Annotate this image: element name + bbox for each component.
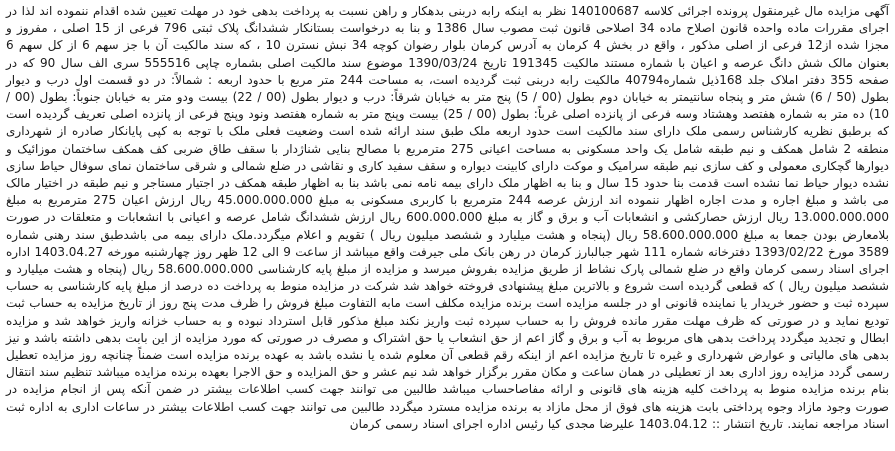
notice-body-text: آگهی مزایده مال غیرمنقول پرونده اجرائی کلاسه 140100687 نظر به اینکه رابه دربنی بدهکار و راهن نسبت به پرداخت بدهی خود در مهلت تعیین شده اقدام ننموده اند لذا در اجرای مقررات ماده واحده قانون اصلاح ماده 34 اصلاحی قانون ثبت مصوب سال 1386 و بنا به درخواست بستانکار ششدانگ پلاک ثبتی 796 فرعی از 15 اصلی ، مفروز و مجزا شده از12 فرعی از اصلی مذکور ، واقع در بخش 4 کرمان به آدرس کرمان بلوار رضوان کوچه 34 نبش نسترن 10 ، که سند مالکیت آن با جز سهم 6 از کل سهم 6 بعنوان مالک شش دانگ عرصه و اعیان با شماره مستند مالکیت 191345 تاریخ 1390/03/24 موضوع سند مالکیت اصلی بشماره چاپی 555516 سری الف سال 90 که در صفحه 355 دفتر املاک جلد 168ذیل شماره40794 مالکیت رابه دربنی ثبت گردیده است، به مساحت 244 متر مربع با حدود اربعه : شمالاً: در دو قسمت اول درب و دیوار بطول (50 / 6) شش متر و پنجاه سانتیمتر به خیابان دوم بطول (00 / 5) پنج متر به خیابان شرقاً: درب و دیوار بطول (00 / 22) بیست ودو متر به خیابان جنوباً: بطول (00 / 10) ده متر به شماره هفتصد وهشتاد وسه فرعی از پانزده اصلی غرباً: بطول (00 / 25) بیست وپنج متر به شماره هفتصد ونود وپنج فرعی از پانزده اصلی تعریف گردیده است که برطبق نظریه کارشناس رسمی ملک دارای سند مالکیت است حدود اربعه ملک طبق سند ارائه شده است وضعیت فعلی ملک با توجه به کپی پایانکار صادره از شهرداری منطقه 2 شامل همکف و نیم طبقه شامل یک واحد مسکونی به مساحت اعیانی 275 مترمربع با مصالح بنایی شناژدار با سقف طاق ضربی کف همکف ساختمان موزائیک و دیوارها گچکاری معمولی و کف سازی نیم طبقه سرامیک و موکت دارای کابینت دیواره و سقف سفید کاری و نقاشی در ضلع شمالی و شرقی ساختمان نمای سوفال حیاط سازی نشده دیوار حیاط نما نشده است قدمت بنا حدود 15 سال و بنا به اظهار ملک دارای بیمه نامه نمی باشد بنا به اظهار طبقه همکف در اجتیار مستاجر و نیم طبقه در اختیار مالک می باشد و مبلغ اجاره و مدت اجاره اظهار ننموده اند ارزش عرصه 244 مترمربع با کاربری مسکونی به مبلغ 45.000.000.000 ریال ارزش اعیان 275 مترمربع به مبلغ 13.000.000.000 ریال ارزش حصارکشی و انشعابات آب و برق و گاز به مبلغ 600.000.000 ریال ارزش ششدانگ شامل عرصه و اعیانی با انشعابات و متعلقات در صورت بلامعارض بودن جمعا به مبلغ 58.600.000.000 ریال (پنجاه و هشت میلیارد و ششصد میلیون ریال ) تقویم و اعلام میگردد.ملک دارای بیمه می باشدطبق سند رهنی شماره 3589 مورخ 1393/02/22 دفترخانه شماره 111 شهر جبالبارز کرمان در رهن بانک ملی جیرفت واقع میباشد از ساعت 9 الی 12 ظهر روز چهارشنبه مورخه 1403.04.27 اداره اجرای اسناد رسمی کرمان واقع در ضلع شمالی پارک نشاط از طریق مزایده بفروش میرسد و مزایده از مبلغ پایه کارشناسی 58.600.000.000 ریال (پنجاه و هشت میلیارد و ششصد میلیون ریال ) که قطعی گردیده است شروع و بالاترین مبلغ پیشنهادی فروخته خواهد شد شرکت در مزایده منوط به پرداخت ده درصد از مبلغ پایه کارشناسی به حساب سپرده ثبت و حضور خریدار یا نماینده قانونی او در جلسه مزایده است برنده مزایده مکلف است مابه التفاوت مبلغ فروش را ظرف مدت پنج روز از تاریخ مزایده به حساب ثبت تودیع نماید و در صورتی که ظرف مهلت مقرر مانده فروش را به حساب سپرده ثبت واریز نکند مبلغ مذکور قابل استرداد نبوده و به حساب خزانه واریز خواهد شد و مزایده ابطال و تجدید میگردد پرداخت بدهی های مربوط به آب و برق و گاز اعم از حق انشعاب یا حق اشتراک و مصرف در صورتی که مورد مزایده از این بابت بدهی داشته باشد و نیز بدهی های مالیاتی و عوارض شهرداری و غیره تا تاریخ مزایده اعم از اینکه رقم قطعی آن معلوم شده یا نشده باشد به عهده برنده مزایده است ضمناً چنانچه روز مزایده تعطیل رسمی گردد مزایده روز اداری بعد از تعطیلی در همان ساعت و مکان مقرر برگزار خواهد شد نیم عشر و حق المزایده و حق الاجرا بعهده برنده مزایده میباشد تنظیم سند انتقال بنام برنده مزایده منوط به پرداخت کلیه هزینه های قانونی و ارائه مفاصاحساب میباشد طالبین می توانند جهت کسب اطلاعات بیشتر در ضمن آنکه پس از انجام مزایده در صورت وجود مازاد وجوه پرداختی بابت هزینه های فوق از محل مازاد به برنده مزایده مسترد میگردد طالبین می توانند جهت کسب اطلاعات بیشتر در ساعات اداری به اداره ثبت اسناد مراجعه نمایند. تاریخ انتشار :: 1403.04.12 علیرضا مجدی کیا رئیس اداره اجرای اسناد رسمی کرمان: [6, 4, 890, 431]
